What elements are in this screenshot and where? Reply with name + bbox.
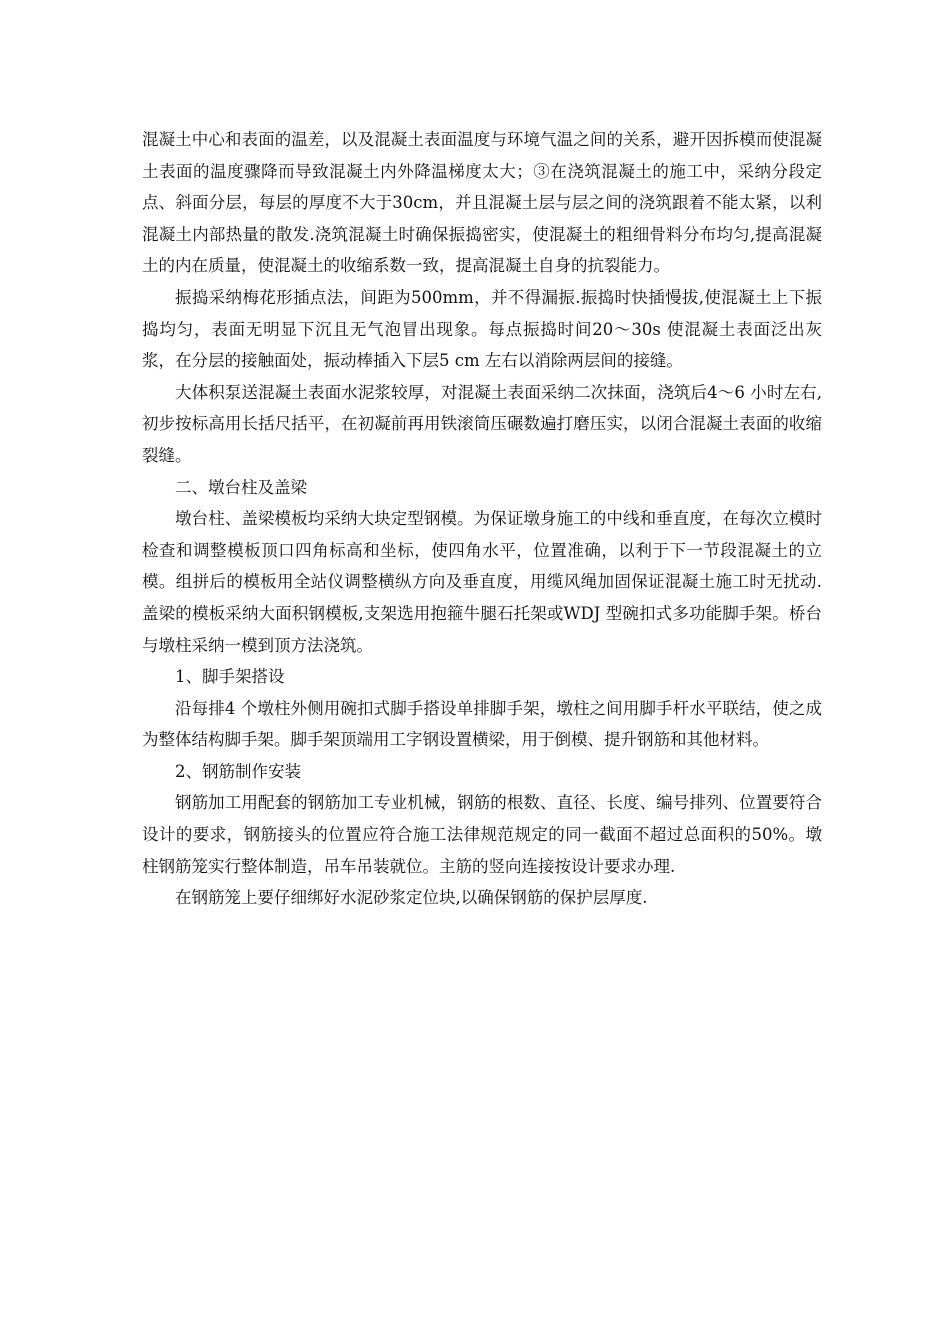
subheading-scaffolding: 1、脚手架搭设 bbox=[175, 667, 285, 687]
document-body bbox=[142, 124, 822, 914]
section-heading-piers-caps: 二、墩台柱及盖梁 bbox=[175, 477, 307, 497]
paragraph-vibration: 振捣采纳梅花形插点法，间距为500mm，并不得漏振.振捣时快插慢拔,使混凝土上下振捣均匀，表面无明显下沉且无气泡冒出现象。每点振捣时间20～30s 使混凝土表面泛出灰浆，在分层的接触面处，振动棒插入下层5 cm 左右以消除两层间的接缝。 bbox=[142, 287, 822, 371]
paragraph-concrete-temperature: 混凝土中心和表面的温差，以及混凝土表面温度与环境气温之间的关系，避开因拆模而使混凝土表面的温度骤降而导致混凝土内外降温梯度太大；③在浇筑混凝土的施工中，采纳分段定点、斜面分层，每层的厚度不大于30cm，并且混凝土层与层之间的浇筑跟着不能太紧，以利混凝土内部热量的散发.浇筑混凝土时确保振捣密实，使混凝土的粗细骨料分布均匀,提高混凝土的内在质量，使混凝土的收缩系数一致，提高混凝土自身的抗裂能力。 bbox=[142, 130, 822, 276]
subheading-rebar: 2、钢筋制作安装 bbox=[175, 761, 301, 781]
paragraph-rebar-processing: 钢筋加工用配套的钢筋加工专业机械，钢筋的根数、直径、长度、编号排列、位置要符合设计的要求，钢筋接头的位置应符合施工法律规范规定的同一截面不超过总面积的50%。墩柱钢筋笼实行整体制造，吊车吊装就位。主筋的竖向连接按设计要求办理. bbox=[142, 793, 822, 876]
paragraph-surface-finishing: 大体积泵送混凝土表面水泥浆较厚，对混凝土表面采纳二次抹面，浇筑后4～6 小时左右,初步按标高用长括尺括平，在初凝前再用铁滚筒压碾数遍打磨压实，以闭合混凝土表面的收缩裂缝。 bbox=[142, 382, 822, 465]
paragraph-scaffolding: 沿每排4 个墩柱外侧用碗扣式脚手搭设单排脚手架，墩柱之间用脚手杆水平联结，使之成为整体结构脚手架。脚手架顶端用工字钢设置横梁，用于倒模、提升钢筋和其他材料。 bbox=[142, 698, 822, 750]
paragraph-formwork: 墩台柱、盖梁模板均采纳大块定型钢模。为保证墩身施工的中线和垂直度，在每次立模时检查和调整模板顶口四角标高和坐标，使四角水平，位置准确，以利于下一节段混凝土的立模。组拼后的模板用全站仪调整横纵方向及垂直度，用缆风绳加固保证混凝土施工时无扰动.盖梁的模板采纳大面积钢模板,支架选用抱箍牛腿石托架或WDJ 型碗扣式多功能脚手架。桥台与墩柱采纳一模到顶方法浇筑。 bbox=[142, 509, 822, 655]
paragraph-spacer-blocks: 在钢筋笼上要仔细绑好水泥砂浆定位块,以确保钢筋的保护层厚度. bbox=[175, 888, 648, 908]
